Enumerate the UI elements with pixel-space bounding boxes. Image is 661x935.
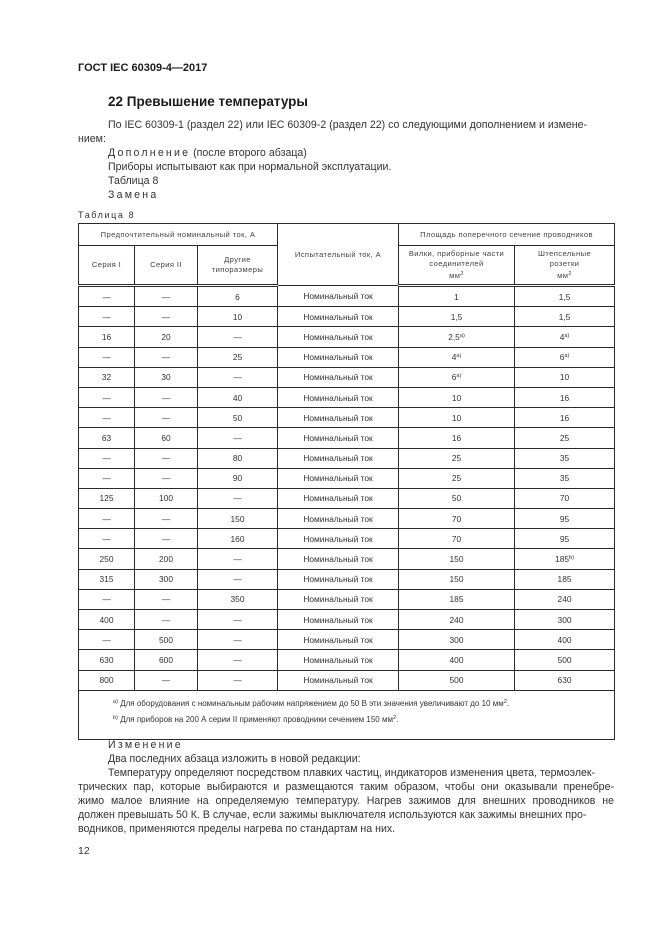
cell-other: — bbox=[198, 670, 278, 690]
intro-line-2: нием: bbox=[78, 133, 106, 145]
cell-series-1: — bbox=[79, 387, 135, 407]
footnote-a: $^{a)}$ Для оборудования с номинальным рабочим напряжением до 50 В эти значения увеличивают до 10 $мм^2$. bbox=[113, 698, 510, 708]
cell-test-current: Номинальный ток bbox=[278, 286, 399, 307]
cell-plug: 2,5$^{a)}$ bbox=[399, 327, 515, 347]
cell-test-current: Номинальный ток bbox=[278, 448, 399, 468]
cell-series-2: 30 bbox=[135, 367, 198, 387]
table-row bbox=[79, 347, 615, 367]
cell-series-2: 60 bbox=[135, 428, 198, 448]
table-caption: Таблица 8 bbox=[78, 210, 136, 220]
intro-line-1: По IEC 60309-1 (раздел 22) или IEC 60309-2 (раздел 22) со следующими дополнением и измене- bbox=[108, 119, 588, 131]
page-number: 12 bbox=[78, 845, 90, 857]
header-series-1: Серия I bbox=[79, 246, 135, 286]
cell-other: — bbox=[198, 327, 278, 347]
cell-test-current: Номинальный ток bbox=[278, 650, 399, 670]
cell-series-2: 200 bbox=[135, 549, 198, 569]
cell-series-1: — bbox=[79, 630, 135, 650]
cell-socket: 10 bbox=[515, 367, 615, 387]
document-id: ГОСТ IEC 60309-4—2017 bbox=[78, 62, 208, 74]
cell-socket: 35 bbox=[515, 448, 615, 468]
footnote-b: $^{b)}$ Для приборов на 200 А серии II применяют проводники сечением 150 $мм^2$. bbox=[113, 714, 399, 724]
cell-other: 350 bbox=[198, 589, 278, 609]
table-row bbox=[79, 448, 615, 468]
cell-other: 90 bbox=[198, 468, 278, 488]
cell-series-1: — bbox=[79, 347, 135, 367]
cell-plug: 25 bbox=[399, 448, 515, 468]
cell-socket: 25 bbox=[515, 428, 615, 448]
header-series-2: Серия II bbox=[135, 246, 198, 286]
cell-other: 50 bbox=[198, 408, 278, 428]
cell-other: — bbox=[198, 488, 278, 508]
addition-note: (после второго абзаца) bbox=[190, 147, 307, 159]
cell-plug: 400 bbox=[399, 650, 515, 670]
cell-socket: 185$^{b)}$ bbox=[515, 549, 615, 569]
cell-other: — bbox=[198, 428, 278, 448]
cell-socket: 1,5 bbox=[515, 286, 615, 307]
cell-plug: 500 bbox=[399, 670, 515, 690]
cell-socket: 240 bbox=[515, 589, 615, 609]
cell-series-1: — bbox=[79, 307, 135, 327]
cell-other: 40 bbox=[198, 387, 278, 407]
change-line-3: жимо малое влияние на определяемую температуру. Нагрев зажимов для внешних проводников не bbox=[78, 795, 614, 807]
cell-series-2: 100 bbox=[135, 488, 198, 508]
cell-test-current: Номинальный ток bbox=[278, 428, 399, 448]
header-test-current: Испытательный ток, А bbox=[278, 224, 399, 286]
cell-socket: 630 bbox=[515, 670, 615, 690]
cell-plug: 6$^{a)}$ bbox=[399, 367, 515, 387]
cell-series-1: 250 bbox=[79, 549, 135, 569]
cell-test-current: Номинальный ток bbox=[278, 327, 399, 347]
cell-series-2: — bbox=[135, 670, 198, 690]
cell-plug: 70 bbox=[399, 509, 515, 529]
header-plugs-label: Вилки, приборные части соединителей bbox=[408, 249, 505, 268]
cell-series-1: — bbox=[79, 589, 135, 609]
change-line-4: должен превышать 50 К. В случае, если зажимы выключателя используются как зажимы внешних про- bbox=[78, 809, 587, 821]
cell-test-current: Номинальный ток bbox=[278, 549, 399, 569]
cell-plug: 10 bbox=[399, 387, 515, 407]
cell-test-current: Номинальный ток bbox=[278, 307, 399, 327]
header-cross-section: Площадь поперечного сечение проводников bbox=[399, 224, 615, 246]
cell-socket: 300 bbox=[515, 610, 615, 630]
cell-socket: 1,5 bbox=[515, 307, 615, 327]
cell-other: 10 bbox=[198, 307, 278, 327]
cell-series-2: 600 bbox=[135, 650, 198, 670]
cell-other: — bbox=[198, 610, 278, 630]
cell-plug: 10 bbox=[399, 408, 515, 428]
table-8 bbox=[78, 223, 615, 740]
table-reference: Таблица 8 bbox=[108, 175, 159, 187]
table-row bbox=[79, 387, 615, 407]
cell-series-1: — bbox=[79, 529, 135, 549]
header-sockets-label: Штепсельные розетки bbox=[537, 249, 592, 268]
table-row bbox=[79, 569, 615, 589]
cell-test-current: Номинальный ток bbox=[278, 589, 399, 609]
cell-other: 25 bbox=[198, 347, 278, 367]
cell-series-1: 800 bbox=[79, 670, 135, 690]
table-row bbox=[79, 327, 615, 347]
cell-series-1: 63 bbox=[79, 428, 135, 448]
cell-series-2: — bbox=[135, 307, 198, 327]
cell-test-current: Номинальный ток bbox=[278, 569, 399, 589]
header-plugs bbox=[399, 246, 515, 286]
change-line-5: водников, применяются пределы нагрева по стандартам на них. bbox=[78, 823, 396, 835]
cell-test-current: Номинальный ток bbox=[278, 408, 399, 428]
table-footnotes-row bbox=[79, 690, 615, 739]
table-row bbox=[79, 529, 615, 549]
header-sockets bbox=[515, 246, 615, 286]
change-line-2: трических пар, которые выбираются и размещаются таким образом, чтобы они оказывали пренебре- bbox=[78, 781, 614, 793]
table-row bbox=[79, 630, 615, 650]
cell-series-2: 20 bbox=[135, 327, 198, 347]
table-row bbox=[79, 589, 615, 609]
cell-test-current: Номинальный ток bbox=[278, 610, 399, 630]
cell-test-current: Номинальный ток bbox=[278, 387, 399, 407]
cell-socket: 185 bbox=[515, 569, 615, 589]
cell-plug: 25 bbox=[399, 468, 515, 488]
cell-socket: 6$^{a)}$ bbox=[515, 347, 615, 367]
cell-series-2: — bbox=[135, 448, 198, 468]
cell-test-current: Номинальный ток bbox=[278, 488, 399, 508]
cell-plug: 150 bbox=[399, 569, 515, 589]
addition-text: Приборы испытывают как при нормальной эксплуатации. bbox=[108, 161, 392, 173]
cell-other: — bbox=[198, 569, 278, 589]
cell-series-1: — bbox=[79, 509, 135, 529]
table-row bbox=[79, 428, 615, 448]
cell-series-1: — bbox=[79, 286, 135, 307]
cell-test-current: Номинальный ток bbox=[278, 468, 399, 488]
cell-other: — bbox=[198, 650, 278, 670]
cell-plug: 300 bbox=[399, 630, 515, 650]
cell-series-1: 125 bbox=[79, 488, 135, 508]
cell-socket: 16 bbox=[515, 408, 615, 428]
cell-plug: 1 bbox=[399, 286, 515, 307]
cell-plug: 50 bbox=[399, 488, 515, 508]
cell-plug: 4$^{a)}$ bbox=[399, 347, 515, 367]
table-row bbox=[79, 610, 615, 630]
cell-series-1: 32 bbox=[79, 367, 135, 387]
cell-test-current: Номинальный ток bbox=[278, 367, 399, 387]
cell-socket: 35 bbox=[515, 468, 615, 488]
cell-other: 150 bbox=[198, 509, 278, 529]
cell-series-2: — bbox=[135, 286, 198, 307]
cell-plug: 70 bbox=[399, 529, 515, 549]
cell-test-current: Номинальный ток bbox=[278, 509, 399, 529]
cell-other: 6 bbox=[198, 286, 278, 307]
cell-series-2: — bbox=[135, 509, 198, 529]
cell-series-1: — bbox=[79, 468, 135, 488]
cell-other: — bbox=[198, 367, 278, 387]
cell-series-2: — bbox=[135, 610, 198, 630]
cell-plug: 185 bbox=[399, 589, 515, 609]
table-row bbox=[79, 650, 615, 670]
cell-series-2: — bbox=[135, 347, 198, 367]
header-plugs-unit: $мм^2$ bbox=[449, 271, 464, 280]
cell-test-current: Номинальный ток bbox=[278, 630, 399, 650]
table-row bbox=[79, 549, 615, 569]
cell-series-2: 500 bbox=[135, 630, 198, 650]
cell-socket: 95 bbox=[515, 529, 615, 549]
table-row bbox=[79, 509, 615, 529]
header-sockets-unit: $мм^2$ bbox=[557, 271, 572, 280]
cell-other: — bbox=[198, 630, 278, 650]
change-line-1: Температуру определяют посредством плавких частиц, индикаторов изменения цвета, термоэлек- bbox=[108, 767, 596, 779]
header-other-sizes: Другие типоразмеры bbox=[198, 246, 278, 286]
cell-plug: 1,5 bbox=[399, 307, 515, 327]
cell-test-current: Номинальный ток bbox=[278, 347, 399, 367]
cell-socket: 400 bbox=[515, 630, 615, 650]
cell-series-2: — bbox=[135, 589, 198, 609]
cell-series-1: — bbox=[79, 408, 135, 428]
change-instruction: Два последних абзаца изложить в новой редакции: bbox=[108, 753, 361, 765]
cell-series-2: — bbox=[135, 387, 198, 407]
table-row bbox=[79, 468, 615, 488]
cell-test-current: Номинальный ток bbox=[278, 529, 399, 549]
cell-series-2: 300 bbox=[135, 569, 198, 589]
table-row bbox=[79, 286, 615, 307]
cell-other: 160 bbox=[198, 529, 278, 549]
table-row bbox=[79, 488, 615, 508]
cell-socket: 95 bbox=[515, 509, 615, 529]
cell-socket: 16 bbox=[515, 387, 615, 407]
table-row bbox=[79, 670, 615, 690]
cell-plug: 240 bbox=[399, 610, 515, 630]
cell-series-1: 630 bbox=[79, 650, 135, 670]
change-label: Изменение bbox=[108, 739, 183, 751]
replacement-label: Замена bbox=[108, 189, 159, 201]
header-preferred-current: Предпочтительный номинальный ток, А bbox=[79, 224, 278, 246]
cell-test-current: Номинальный ток bbox=[278, 670, 399, 690]
addition-label: Дополнение bbox=[108, 147, 191, 159]
cell-other: — bbox=[198, 549, 278, 569]
cell-socket: 500 bbox=[515, 650, 615, 670]
cell-series-1: 16 bbox=[79, 327, 135, 347]
table-footnotes bbox=[79, 690, 615, 739]
table-row bbox=[79, 408, 615, 428]
cell-series-1: 400 bbox=[79, 610, 135, 630]
cell-series-1: 315 bbox=[79, 569, 135, 589]
addition-line bbox=[108, 146, 307, 161]
cell-series-1: — bbox=[79, 448, 135, 468]
table-row bbox=[79, 367, 615, 387]
section-title: 22 Превышение температуры bbox=[108, 94, 308, 109]
cell-series-2: — bbox=[135, 529, 198, 549]
table-row bbox=[79, 307, 615, 327]
cell-socket: 4$^{a)}$ bbox=[515, 327, 615, 347]
cell-series-2: — bbox=[135, 408, 198, 428]
cell-other: 80 bbox=[198, 448, 278, 468]
cell-socket: 70 bbox=[515, 488, 615, 508]
cell-plug: 150 bbox=[399, 549, 515, 569]
cell-plug: 16 bbox=[399, 428, 515, 448]
cell-series-2: — bbox=[135, 468, 198, 488]
